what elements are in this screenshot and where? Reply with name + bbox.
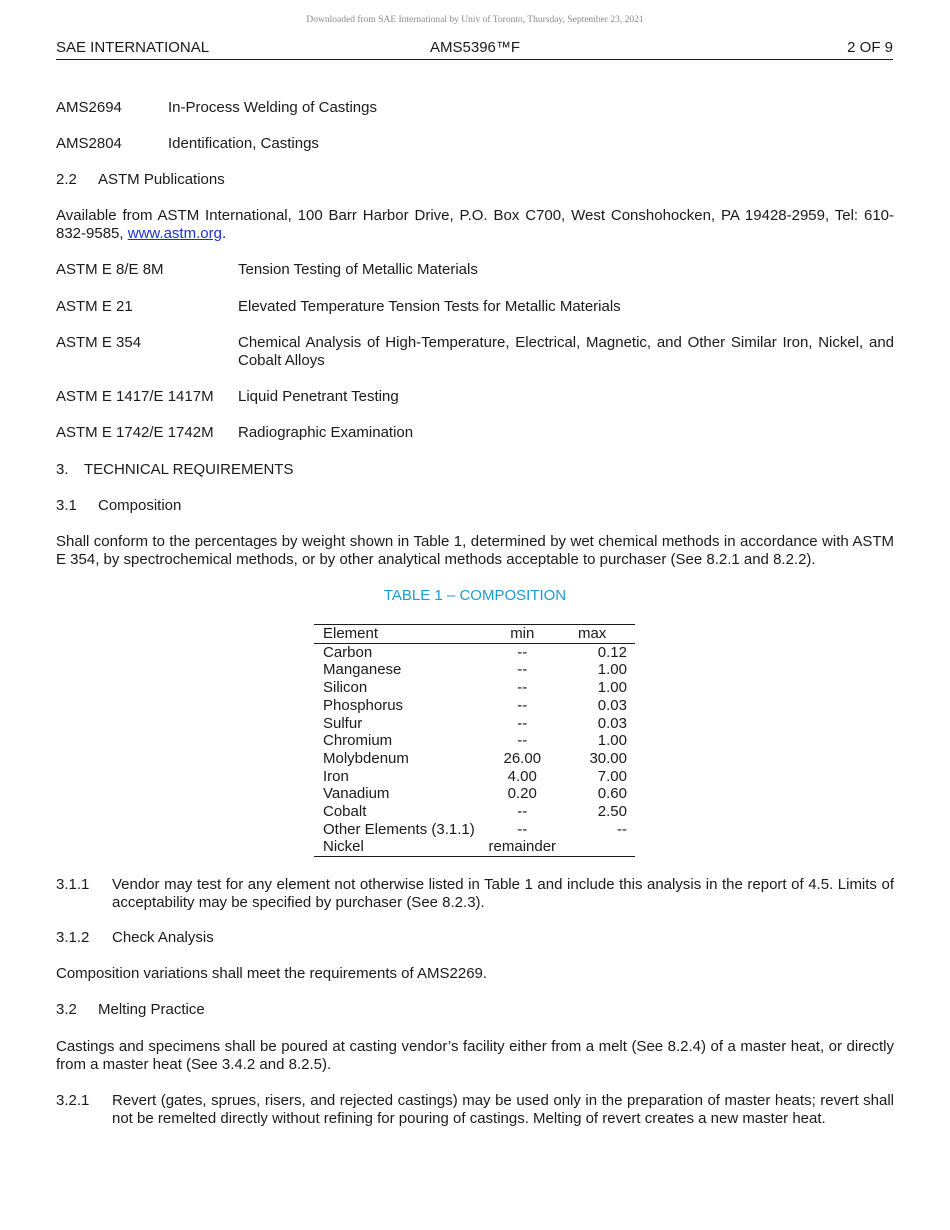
page-header bbox=[56, 39, 893, 60]
section-title: Melting Practice bbox=[98, 1001, 205, 1018]
table-row bbox=[314, 768, 635, 786]
composition-table bbox=[314, 624, 635, 857]
table-row bbox=[314, 785, 635, 803]
table-row bbox=[314, 838, 635, 856]
check-analysis-paragraph: Composition variations shall meet the requirements of AMS2269. bbox=[56, 965, 488, 982]
table-row bbox=[314, 697, 635, 715]
cell-min: -- bbox=[517, 820, 528, 838]
reference-code: AMS2804 bbox=[56, 135, 122, 152]
cell-max: -- bbox=[617, 820, 627, 838]
cell-max: 1.00 bbox=[597, 679, 627, 697]
section-title: TECHNICAL REQUIREMENTS bbox=[84, 461, 294, 478]
cell-element: Molybdenum bbox=[323, 749, 409, 767]
section-title: ASTM Publications bbox=[98, 171, 225, 188]
astm-website-link[interactable]: www.astm.org bbox=[127, 225, 222, 242]
reference-code: ASTM E 1742/E 1742M bbox=[56, 424, 214, 441]
section-number: 3.2.1 bbox=[56, 1092, 90, 1109]
cell-element: Sulfur bbox=[323, 714, 363, 732]
cell-min: remainder bbox=[488, 838, 557, 856]
cell-max: 1.00 bbox=[597, 732, 627, 750]
availability-paragraph: Available from ASTM International, 100 Barr Harbor Drive, P.O. Box C700, West Conshohocken, PA 19428-2959, Tel: 610-832-9585, www.astm.org. bbox=[56, 207, 894, 242]
cell-max: 7.00 bbox=[597, 767, 627, 785]
table-row bbox=[314, 750, 635, 768]
header-publisher: SAE INTERNATIONAL bbox=[56, 39, 210, 56]
cell-max: 0.03 bbox=[597, 714, 627, 732]
cell-element: Silicon bbox=[323, 679, 368, 697]
reference-title: Tension Testing of Metallic Materials bbox=[238, 261, 478, 278]
cell-min: 0.20 bbox=[507, 785, 537, 803]
section-number: 2.2 bbox=[56, 171, 77, 188]
reference-code: AMS2694 bbox=[56, 99, 122, 116]
cell-max: 2.50 bbox=[597, 803, 627, 821]
cell-min: -- bbox=[517, 803, 528, 821]
cell-max: 0.12 bbox=[597, 643, 627, 661]
reference-title: Identification, Castings bbox=[168, 135, 319, 152]
table-title: TABLE 1 – COMPOSITION bbox=[383, 587, 567, 604]
melting-practice-paragraph: Castings and specimens shall be poured at casting vendor’s facility either from a melt (See 8.2.4) of a master heat, or directly from a master heat (See 3.4.2 and 8.2.5). bbox=[56, 1038, 894, 1073]
section-number: 3.1.1 bbox=[56, 876, 90, 893]
column-header-min: min bbox=[487, 625, 557, 644]
reference-code: ASTM E 1417/E 1417M bbox=[56, 388, 214, 405]
reference-title: Chemical Analysis of High-Temperature, Electrical, Magnetic, and Other Similar Iron, Nickel, and Cobalt Alloys bbox=[238, 334, 894, 369]
composition-paragraph: Shall conform to the percentages by weight shown in Table 1, determined by wet chemical methods in accordance with ASTM E 354, by spectrochemical methods, or by other analytical methods acceptable to purchaser (See 8.2.1 and 8.2.2). bbox=[56, 533, 894, 568]
cell-element: Chromium bbox=[323, 732, 393, 750]
column-header-element: Element bbox=[314, 625, 487, 644]
table-row bbox=[314, 643, 635, 661]
cell-element: Phosphorus bbox=[323, 696, 404, 714]
cell-element: Nickel bbox=[314, 838, 487, 856]
column-header-max: max bbox=[557, 625, 635, 644]
cell-element: Carbon bbox=[323, 643, 373, 661]
table-row bbox=[314, 821, 635, 839]
cell-min: -- bbox=[517, 661, 528, 679]
table-row bbox=[314, 715, 635, 733]
cell-min: -- bbox=[517, 732, 528, 750]
table-row bbox=[314, 661, 635, 679]
cell-max: 0.60 bbox=[597, 785, 627, 803]
section-title: Check Analysis bbox=[112, 929, 214, 946]
cell-max: 30.00 bbox=[589, 749, 627, 767]
reference-code: ASTM E 354 bbox=[56, 334, 142, 351]
reference-title: Liquid Penetrant Testing bbox=[238, 388, 399, 405]
table-row bbox=[314, 732, 635, 750]
cell-max bbox=[557, 838, 635, 856]
section-paragraph: Revert (gates, sprues, risers, and rejected castings) may be used only in the preparation of master heats; revert shall not be remelted directly without refining for pouring of castings. Melting of revert creates a new master heat. bbox=[112, 1092, 894, 1127]
section-paragraph: Vendor may test for any element not otherwise listed in Table 1 and include this analysis in the report of 4.5. Limits of acceptability may be specified by purchaser (See 8.2.3). bbox=[112, 876, 894, 911]
cell-min: 26.00 bbox=[503, 749, 542, 767]
cell-element: Other Elements (3.1.1) bbox=[323, 820, 475, 838]
cell-element: Vanadium bbox=[323, 785, 390, 803]
reference-title: Elevated Temperature Tension Tests for Metallic Materials bbox=[238, 298, 621, 315]
reference-code: ASTM E 8/E 8M bbox=[56, 261, 164, 278]
section-number: 3.1 bbox=[56, 497, 77, 514]
cell-min: 4.00 bbox=[507, 767, 537, 785]
header-page-number: 2 OF 9 bbox=[847, 39, 893, 56]
reference-title: In-Process Welding of Castings bbox=[168, 99, 377, 116]
section-number: 3.2 bbox=[56, 1001, 77, 1018]
reference-code: ASTM E 21 bbox=[56, 298, 133, 315]
cell-element: Manganese bbox=[323, 661, 402, 679]
cell-min: -- bbox=[517, 643, 528, 661]
cell-min: -- bbox=[517, 696, 528, 714]
table-row bbox=[314, 679, 635, 697]
cell-element: Iron bbox=[323, 767, 349, 785]
section-title: Composition bbox=[98, 497, 182, 514]
cell-min: -- bbox=[517, 679, 528, 697]
download-notice: Downloaded from SAE International by Univ of Toronto, Thursday, September 23, 2021 bbox=[306, 15, 644, 25]
reference-title: Radiographic Examination bbox=[238, 424, 414, 441]
header-document-number: AMS5396™F bbox=[430, 39, 521, 56]
cell-element: Cobalt bbox=[323, 803, 367, 821]
cell-max: 1.00 bbox=[597, 661, 627, 679]
cell-min: -- bbox=[517, 714, 528, 732]
cell-max: 0.03 bbox=[597, 696, 627, 714]
section-number: 3.1.2 bbox=[56, 929, 90, 946]
table-row bbox=[314, 803, 635, 821]
section-number: 3. bbox=[56, 461, 69, 478]
composition-table-body bbox=[314, 643, 635, 856]
